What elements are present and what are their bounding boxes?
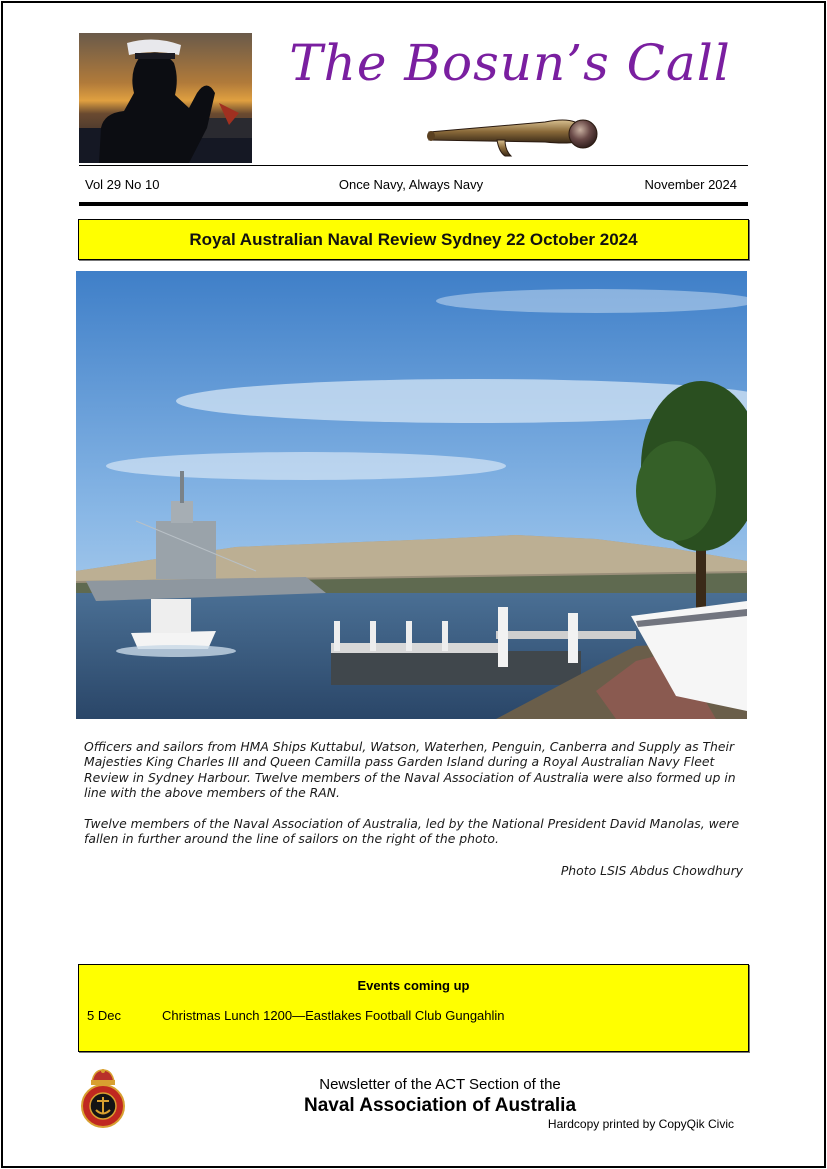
footer-association-name: Naval Association of Australia (303, 1095, 577, 1116)
footer-newsletter-line: Newsletter of the ACT Section of the (319, 1076, 561, 1093)
issue-bar (85, 177, 737, 193)
fleet-review-photo (76, 271, 747, 719)
harbour-fleet-review-photo (76, 271, 747, 719)
issue-motto: Once Navy, Always Navy (338, 177, 484, 192)
saluting-sailor-photo (79, 33, 252, 163)
sailor-silhouette-icon (79, 33, 252, 163)
headline-text: Royal Australian Naval Review Sydney 22 October 2024 (189, 230, 638, 249)
events-title: Events coming up (357, 978, 470, 993)
event-date: 5 Dec (87, 1008, 121, 1023)
footer-printer-credit: Hardcopy printed by CopyQik Civic (547, 1117, 734, 1131)
header-rule (79, 165, 748, 166)
bosun-whistle-icon (425, 112, 605, 160)
issue-date: November 2024 (644, 177, 737, 192)
photo-credit: Photo LSIS Abdus Chowdhury (560, 863, 743, 878)
issue-volume: Vol 29 No 10 (85, 177, 160, 192)
naval-association-badge-icon (80, 1068, 126, 1130)
header-rule-thick (79, 202, 748, 206)
caption-paragraph-1: Officers and sailors from HMA Ships Kuttabul, Watson, Waterhen, Penguin, Canberra and Supply as Their Majesties King Charles III and Queen Camilla pass Garden Island during a Royal Australian Navy Fleet Review in Sydney Harbour. Twelve members of the Naval Association of Australia were also formed up in line with the above members of the RAN. (84, 739, 736, 801)
headline-banner (78, 219, 749, 260)
events-box (78, 964, 749, 1052)
event-description: Christmas Lunch 1200—Eastlakes Football Club Gungahlin (162, 1008, 505, 1023)
masthead-title: The Bosun’s Call (289, 34, 731, 92)
photo-caption (84, 739, 746, 861)
caption-paragraph-2: Twelve members of the Naval Association of Australia, led by the National President David Manolas, were fallen in further around the line of sailors on the right of the photo. (84, 815, 740, 847)
